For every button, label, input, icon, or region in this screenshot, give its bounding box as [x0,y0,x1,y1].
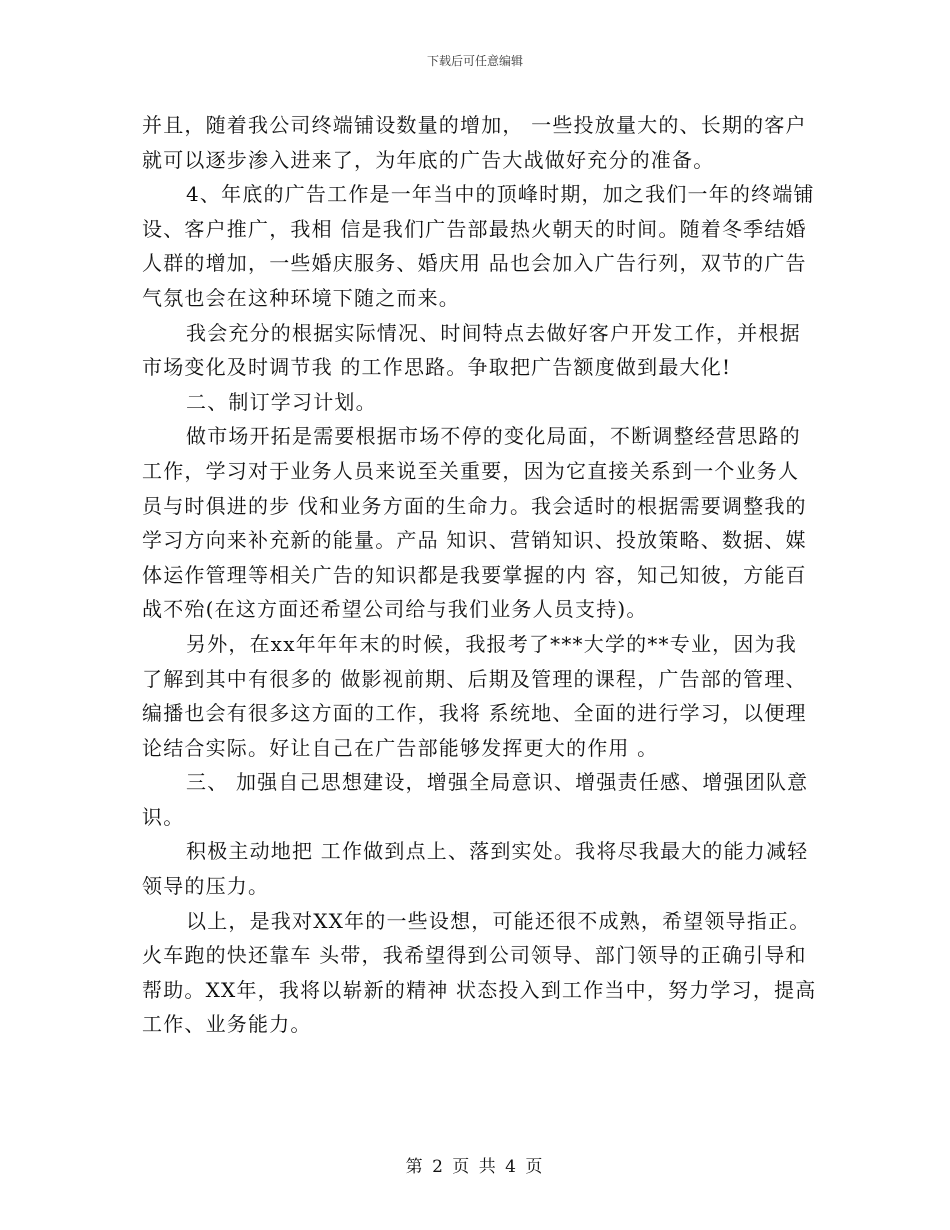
page-header: 下载后可任意编辑 [426,54,523,68]
paragraph-university-study: 另外，在xx年年年末的时候，我报考了***大学的**专业，因为我了解到其中有很多的 做影视前期、后期及管理的课程，广告部的管理、编播也会有很多这方面的工作，我将 系统地、全面的进行学习，以便理论结合实际。好让自己在广告部能够发挥更大的作用 。 [142,631,807,760]
heading-study-plan: 二、制订学习计划。 [186,389,377,414]
paragraph-conclusion: 以上，是我对XX年的一些设想，可能还很不成熟，希望领导指正。火车跑的快还靠车 头带，我希望得到公司领导、部门领导的正确引导和帮助。XX年，我将以崭新的精神 状态投入到工作当中，努力学习，提高工作、业务能力。 [142,908,817,1037]
paragraph-proactive-work: 积极主动地把 工作做到点上、落到实处。我将尽我最大的能力减轻领导的压力。 [142,839,809,899]
paragraph-year-end-ads: 4、年底的广告工作是一年当中的顶峰时期，加之我们一年的终端铺设、客户推广，我相 信是我们广告部最热火朝天的时间。随着冬季结婚人群的增加，一些婚庆服务、婚庆用 品也会加入广告行列，双节的广告气氛也会在这种环境下随之而来。 [142,182,815,310]
page-number: 第 2 页 共 4 页 [405,1157,545,1177]
paragraph-continuation: 并且，随着我公司终端铺设数量的增加， 一些投放量大的、长期的客户就可以逐步渗入进来了，为年底的广告大战做好充分的准备。 [142,113,807,172]
paragraph-client-development: 我会充分的根据实际情况、时间特点去做好客户开发工作，并根据市场变化及时调节我 的工作思路。争取把广告额度做到最大化! [142,320,801,380]
heading-ideological-building: 三、 加强自己思想建设，增强全局意识、增强责任感、增强团队意识。 [142,770,809,829]
paragraph-market-learning: 做市场开拓是需要根据市场不停的变化局面，不断调整经营思路的 工作，学习对于业务人员来说至关重要，因为它直接关系到一个业务人员与时俱进的步 伐和业务方面的生命力。我会适时的根据需要调整我的学习方向来补充新的能量。产品 知识、营销知识、投放策略、数据、媒体运作管理等相关广告的知识都是我要掌握的内 容，知己知彼，方能百战不殆(在这方面还希望公司给与我们业务人员支持)。 [142,424,809,622]
body-content [142,108,817,1042]
